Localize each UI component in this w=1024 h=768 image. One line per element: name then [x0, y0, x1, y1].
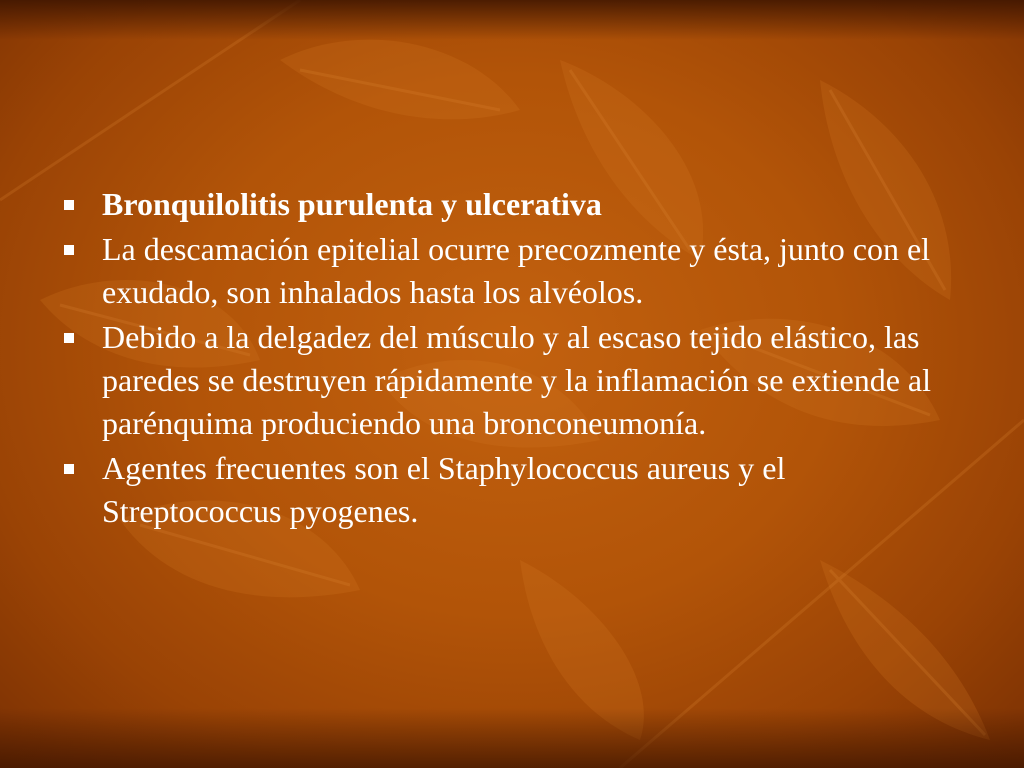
- square-bullet-icon: [64, 464, 74, 474]
- square-bullet-icon: [64, 200, 74, 210]
- bullet-item-musculo: [60, 316, 960, 445]
- bullet-list: [60, 183, 960, 535]
- bullet-text: La descamación epitelial ocurre precozmente y ésta, junto con el exudado, son inhalados hasta los alvéolos.: [102, 231, 931, 310]
- bullet-text: Agentes frecuentes son el Staphylococcus aureus y el Streptococcus pyogenes.: [102, 450, 786, 529]
- bullet-item-descamacion: [60, 228, 960, 314]
- square-bullet-icon: [64, 333, 74, 343]
- bullet-text: Debido a la delgadez del músculo y al escaso tejido elástico, las paredes se destruyen rápidamente y la inflamación se extiende al parénquima produciendo una bronconeumonía.: [102, 319, 931, 441]
- bullet-item-agentes: [60, 447, 960, 533]
- bullet-item-title: [60, 183, 960, 226]
- square-bullet-icon: [64, 245, 74, 255]
- top-shade: [0, 0, 1024, 40]
- bottom-shade: [0, 708, 1024, 768]
- bullet-text: Bronquilolitis purulenta y ulcerativa: [102, 186, 602, 222]
